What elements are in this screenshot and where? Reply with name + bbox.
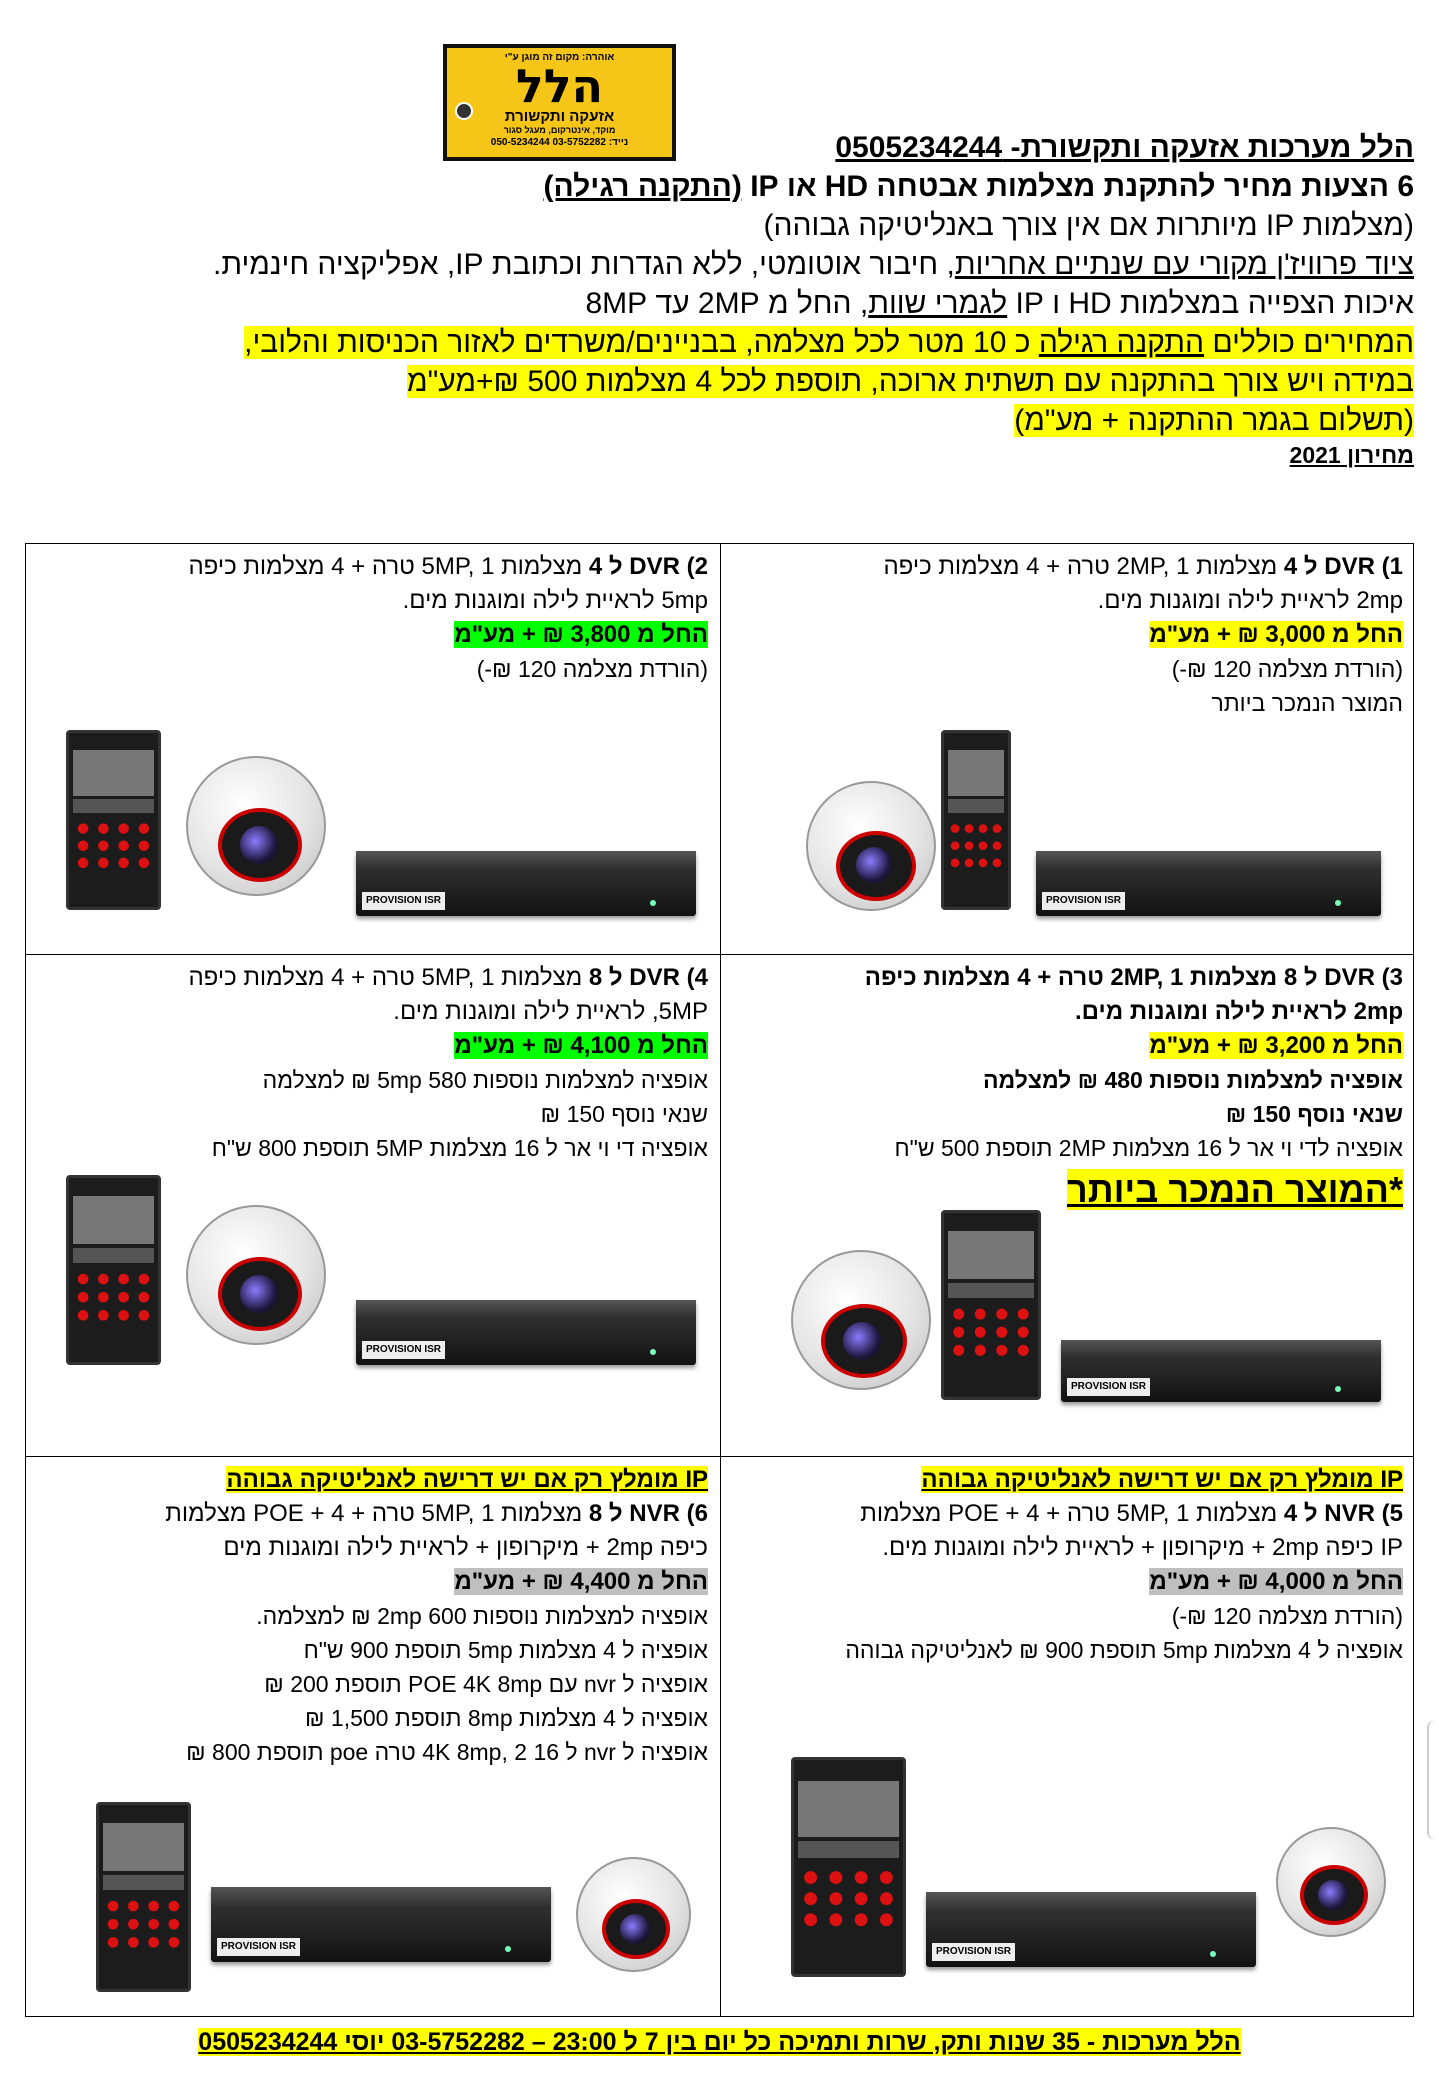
offer-1-product-image: [791, 726, 1391, 926]
header-quality-line: [14, 284, 1414, 323]
offer-1-title: מצלמות 2MP, 1 טרה + 4 מצלמות כיפה: [883, 553, 1284, 580]
offer-3-bestseller: *המוצר הנמכר ביותר: [1066, 1169, 1403, 1210]
phone-app-icon: [96, 1802, 191, 1992]
header-prices-line: [14, 323, 1414, 362]
offer-2-title: מצלמות 5MP, 1 טרה + 4 מצלמות כיפה: [188, 553, 589, 580]
offer-2-line2: 5mp לראיית לילה ומוגנות מים.: [402, 587, 708, 614]
phone-app-icon: [66, 1175, 161, 1365]
logo-name: הלל: [515, 59, 604, 113]
dvr-recorder-icon: PROVISION ISR: [1036, 851, 1381, 916]
dome-camera-icon: [1276, 1827, 1386, 1937]
phone-app-icon: [66, 730, 161, 910]
prices-text-b: התקנה רגילה: [1038, 326, 1205, 359]
dome-camera-icon: [791, 1250, 931, 1390]
offer-1-line2: 2mp לראיית לילה ומוגנות מים.: [1097, 587, 1403, 614]
offer-5-extra-1: אופציה ל 4 מצלמות 5mp תוספת 900 ₪ לאנליטיקה גבוהה: [845, 1637, 1403, 1663]
offer-1-price: החל מ 3,000 ₪ + מע"מ: [1149, 621, 1403, 648]
header-payment-line: [14, 401, 1414, 440]
offer-5: [721, 1457, 1415, 2017]
quality-text-b: לגמרי שוות: [868, 287, 1008, 320]
offer-4-number: 4) DVR ל 8: [588, 964, 708, 991]
offer-3-number: 3) DVR ל 8: [1283, 964, 1403, 991]
phone-app-icon: [941, 730, 1011, 910]
offer-3-price: החל מ 3,200 ₪ + מע"מ: [1149, 1032, 1403, 1059]
offer-6-extra-5: אופציה ל nvr ל 16 4K 8mp, 2 טרה poe תוספת 800 ₪: [186, 1739, 708, 1765]
payment-text: (תשלום בגמר ההתקנה + מע"מ): [1014, 404, 1414, 437]
long-install-text: במידה ויש צורך בהתקנה עם תשתית ארוכה, תוספת לכל 4 מצלמות 500 ₪+מע"מ: [406, 365, 1414, 398]
header-long-install-line: [14, 362, 1414, 401]
offer-2-price: החל מ 3,800 ₪ + מע"מ: [454, 621, 708, 648]
offer-4-extra-2: שנאי נוסף 150 ₪: [540, 1101, 708, 1127]
header-offers-title: [14, 167, 1414, 206]
warranty-text: ציוד פרוויז'ן מקורי עם שנתיים אחריות: [954, 248, 1414, 281]
offer-4-line2: 5MP, לראיית לילה ומוגנות מים.: [393, 998, 708, 1025]
offer-3-line2: 2mp לראיית לילה ומוגנות מים.: [1075, 998, 1403, 1025]
header-company-line: הלל מערכות אזעקה ותקשורת- 0505234244: [835, 131, 1414, 164]
offer-3-extra-1: אופציה למצלמות נוספות 480 ₪ למצלמה: [983, 1067, 1403, 1093]
offer-4-extra-1: אופציה למצלמות נוספות 5mp 580 ₪ למצלמה: [262, 1067, 708, 1093]
scroll-indicator[interactable]: [1427, 1720, 1439, 1840]
offer-5-product-image: [791, 1757, 1391, 1987]
offer-1: [721, 544, 1415, 954]
offer-2-product-image: [66, 726, 706, 926]
header-equipment-line: [14, 245, 1414, 284]
offer-4-extra-3: אופציה די וי אר ל 16 מצלמות 5MP תוספת 800 ש"ח: [211, 1135, 708, 1161]
dvr-recorder-icon: PROVISION ISR: [1061, 1340, 1381, 1402]
offer-3-extra-3: אופציה לדי וי אר ל 16 מצלמות 2MP תוספת 500 ש"ח: [894, 1135, 1403, 1161]
offer-6-extra-2: אופציה ל 4 מצלמות 5mp תוספת 900 ש"ח: [303, 1637, 708, 1663]
offer-5-title: מצלמות 5MP, 1 טרה + POE + 4 מצלמות: [860, 1500, 1284, 1527]
dome-camera-icon: [806, 781, 936, 911]
dome-camera-icon: [186, 756, 326, 896]
offer-6-number: 6) NVR ל 8: [588, 1500, 708, 1527]
offer-6-title: מצלמות 5MP, 1 טרה + POE + 4 מצלמות: [165, 1500, 589, 1527]
quality-text-a: איכות הצפייה במצלמות HD ו IP: [1007, 287, 1414, 320]
footer-text: הלל מערכות - 35 שנות ותק, שרות ותמיכה כל יום בין 7 ל 23:00 – 03-5752282 יוסי 0505234244: [198, 2028, 1241, 2056]
offer-1-number: 1) DVR ל 4: [1283, 553, 1403, 580]
offer-6-extra-4: אופציה ל 4 מצלמות 8mp תוספת 1,500 ₪: [304, 1705, 708, 1731]
phone-app-icon: [941, 1210, 1041, 1400]
offers-title-text: 6 הצעות מחיר להתקנת מצלמות אבטחה HD או IP: [741, 170, 1414, 203]
prices-text-a: המחירים כוללים: [1204, 326, 1414, 359]
footer: [25, 2026, 1414, 2058]
offer-1-note: (הורדת מצלמה 120 ₪-): [1171, 656, 1403, 682]
offer-3-title: מצלמות 2MP, 1 טרה + 4 מצלמות כיפה: [864, 964, 1284, 991]
offer-2: [26, 544, 720, 954]
offer-3-extra-2: שנאי נוסף 150 ₪: [1225, 1101, 1403, 1127]
offer-4-product-image: [66, 1175, 706, 1375]
pricelist-year: מחירון 2021: [1289, 442, 1414, 468]
offer-3-product-image: [791, 1210, 1391, 1410]
offer-4: [26, 955, 720, 1456]
offer-5-number: 5) NVR ל 4: [1283, 1500, 1403, 1527]
regular-install-note: (התקנה רגילה): [543, 170, 742, 203]
dome-camera-icon: [576, 1857, 691, 1972]
nvr-recorder-icon: PROVISION ISR: [211, 1887, 551, 1962]
header-ip-note: (מצלמות IP מיותרות אם אין צורך באנליטיקה גבוהה): [763, 209, 1414, 242]
offer-2-note: (הורדת מצלמה 120 ₪-): [476, 656, 708, 682]
logo-subtitle: אזעקה ותקשורת: [504, 108, 615, 125]
offer-5-price: החל מ 4,000 ₪ + מע"מ: [1149, 1568, 1403, 1595]
logo-services: מוקד, אינטרקום, מעגל סגור: [503, 125, 616, 135]
offer-6-banner: IP מומלץ רק אם יש דרישה לאנליטיקה גבוהה: [226, 1466, 708, 1493]
dvr-recorder-icon: PROVISION ISR: [356, 851, 696, 916]
dvr-recorder-icon: PROVISION ISR: [926, 1892, 1256, 1967]
offer-6-line2: כיפה 2mp + מיקרופון + לראיית לילה ומוגנות מים: [223, 1534, 708, 1561]
offer-4-title: מצלמות 5MP, 1 טרה + 4 מצלמות כיפה: [188, 964, 589, 991]
offer-5-banner: IP מומלץ רק אם יש דרישה לאנליטיקה גבוהה: [921, 1466, 1403, 1493]
offer-2-number: 2) DVR ל 4: [588, 553, 708, 580]
equipment-details: , חיבור אוטומטי, ללא הגדרות וכתובת IP, אפליקציה חינמית.: [213, 248, 955, 281]
emblem-icon: [455, 102, 473, 120]
prices-text-c: כ 10 מטר לכל מצלמה, בבניינים/משרדים לאזור הכניסות והלובי,: [244, 326, 1039, 359]
logo-tagline: אוהרה: מקום זה מוגן ע"י: [504, 52, 615, 63]
offer-5-line2: IP כיפה 2mp + מיקרופון + לראיית לילה ומוגנות מים.: [882, 1534, 1403, 1561]
quality-text-c: , החל מ 2MP עד 8MP: [585, 287, 869, 320]
offer-3: [721, 955, 1415, 1456]
logo-phones: 050-5234244 נייד: 03-5752282: [490, 137, 629, 148]
offer-5-note: (הורדת מצלמה 120 ₪-): [1171, 1603, 1403, 1629]
dvr-recorder-icon: PROVISION ISR: [356, 1300, 696, 1365]
offers-grid: [25, 543, 1414, 2017]
offer-4-price: החל מ 4,100 ₪ + מע"מ: [454, 1032, 708, 1059]
header: [14, 128, 1414, 470]
offer-6-product-image: [96, 1802, 696, 2002]
offer-6-price: החל מ 4,400 ₪ + מע"מ: [454, 1568, 708, 1595]
offer-6-extra-3: אופציה ל nvr עם POE 4K 8mp תוספת 200 ₪: [264, 1671, 708, 1697]
offer-6: [26, 1457, 720, 2017]
dome-camera-icon: [186, 1205, 326, 1345]
offer-1-extra-1: המוצר הנמכר ביותר: [1211, 690, 1403, 716]
offer-6-extra-1: אופציה למצלמות נוספות 2mp 600 ₪ למצלמה.: [256, 1603, 708, 1629]
phone-app-icon: [791, 1757, 906, 1977]
